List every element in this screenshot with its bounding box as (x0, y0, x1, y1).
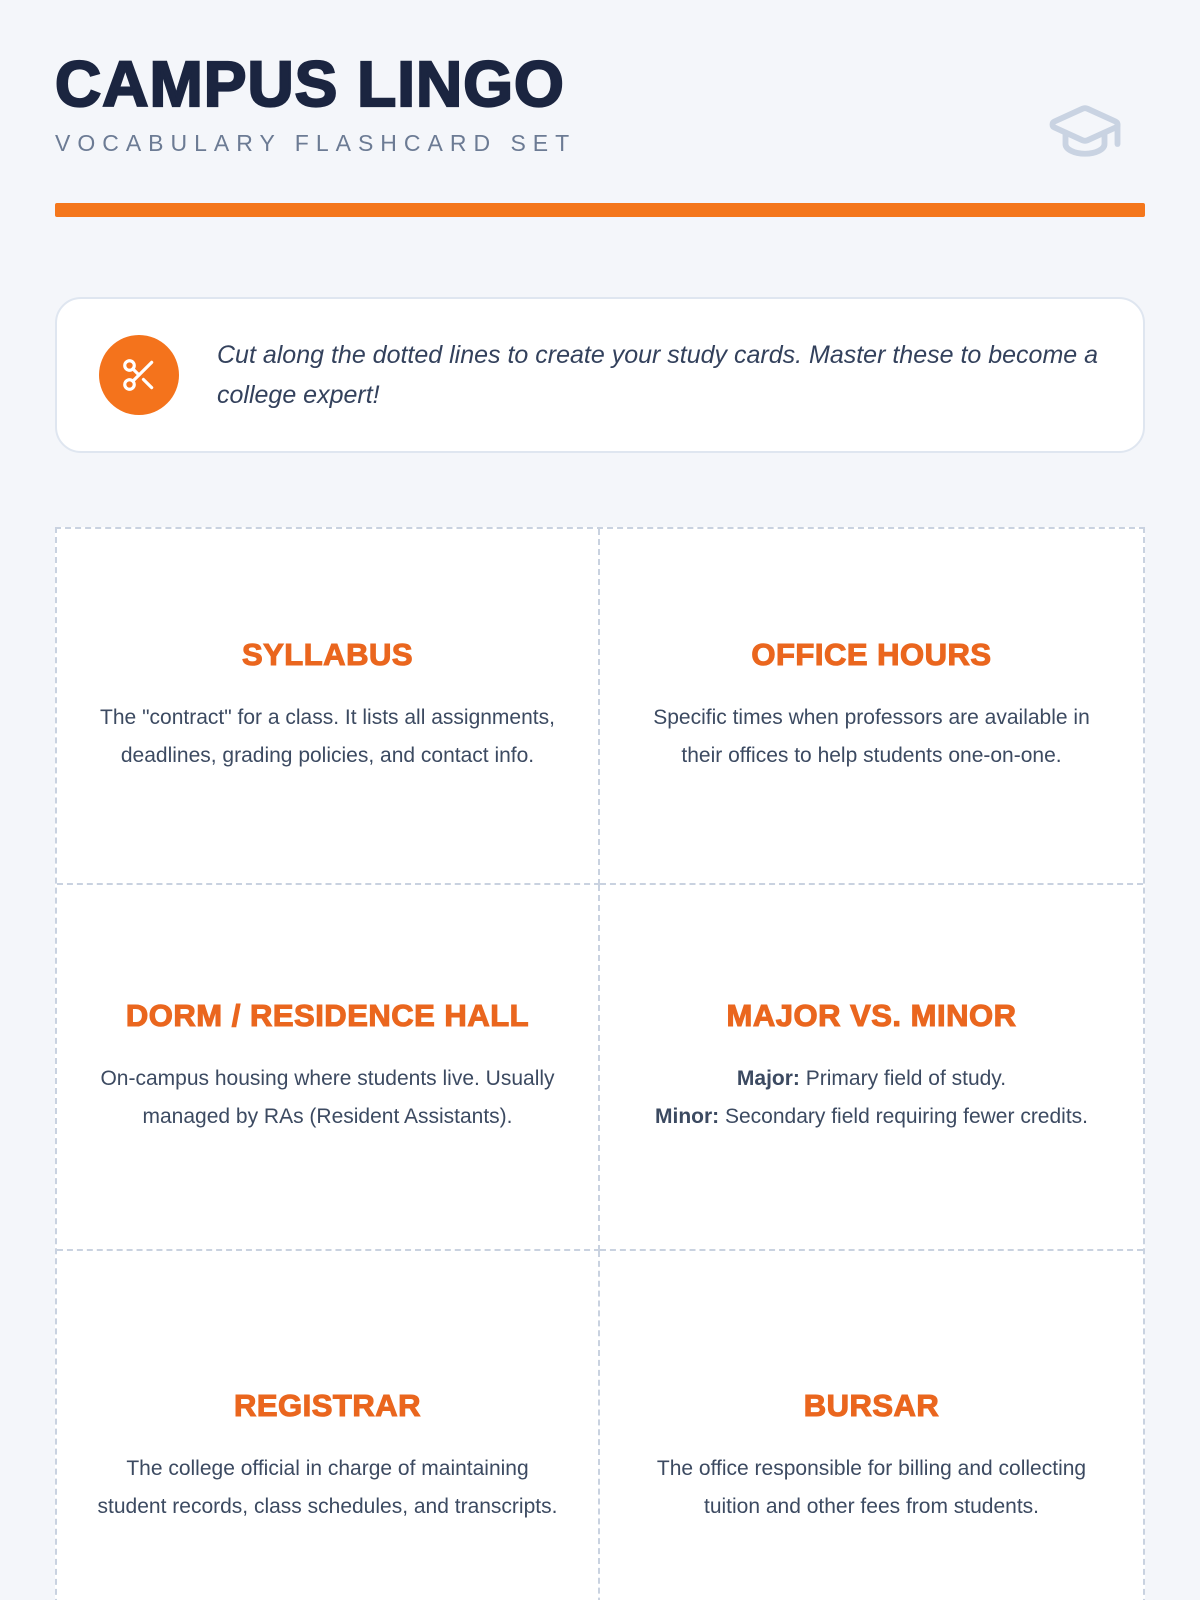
card-definition: The college official in charge of maintaining student records, class schedules, and transcripts. (97, 1457, 558, 1518)
card-title: REGISTRAR (233, 1388, 422, 1423)
card-definition: Specific times when professors are available in their offices to help students one-on-one. (653, 706, 1090, 767)
page-title: CAMPUS LINGO (55, 48, 565, 120)
page-subtitle: VOCABULARY FLASHCARD SET (55, 130, 577, 156)
instruction-text: Cut along the dotted lines to create your study cards. Master these to become a college expert! (217, 341, 1099, 409)
card-definition: The "contract" for a class. It lists all assignments, deadlines, grading policies, and contact info. (100, 706, 555, 767)
flashcard-bursar (600, 1251, 1143, 1600)
scissors-badge (99, 335, 179, 415)
divider-rule (55, 203, 1145, 217)
card-title: DORM / RESIDENCE HALL (125, 998, 530, 1033)
flashcard-syllabus (57, 529, 600, 885)
minor-label: Minor: (655, 1105, 720, 1128)
card-title: OFFICE HOURS (751, 637, 992, 672)
major-label: Major: (736, 1067, 800, 1090)
flashcard-office-hours (600, 529, 1143, 885)
flashcard-major-minor (600, 885, 1143, 1251)
flashcard-registrar (57, 1251, 600, 1600)
scissors-icon (120, 356, 158, 394)
card-definition: The office responsible for billing and collecting tuition and other fees from students. (656, 1457, 1087, 1518)
header (55, 48, 1145, 217)
card-title: SYLLABUS (241, 637, 414, 672)
minor-text: Secondary field requiring fewer credits. (719, 1105, 1088, 1128)
major-text: Primary field of study. (799, 1067, 1007, 1090)
flashcard-dorm (57, 885, 600, 1251)
card-definition (655, 1060, 1088, 1136)
card-title: BURSAR (803, 1388, 940, 1423)
flashcard-grid (55, 527, 1145, 1600)
instruction-banner (55, 297, 1145, 453)
card-title: MAJOR VS. MINOR (726, 998, 1017, 1033)
card-definition: On-campus housing where students live. Usually managed by RAs (Resident Assistants). (100, 1067, 555, 1128)
graduation-cap-icon (1046, 92, 1124, 170)
